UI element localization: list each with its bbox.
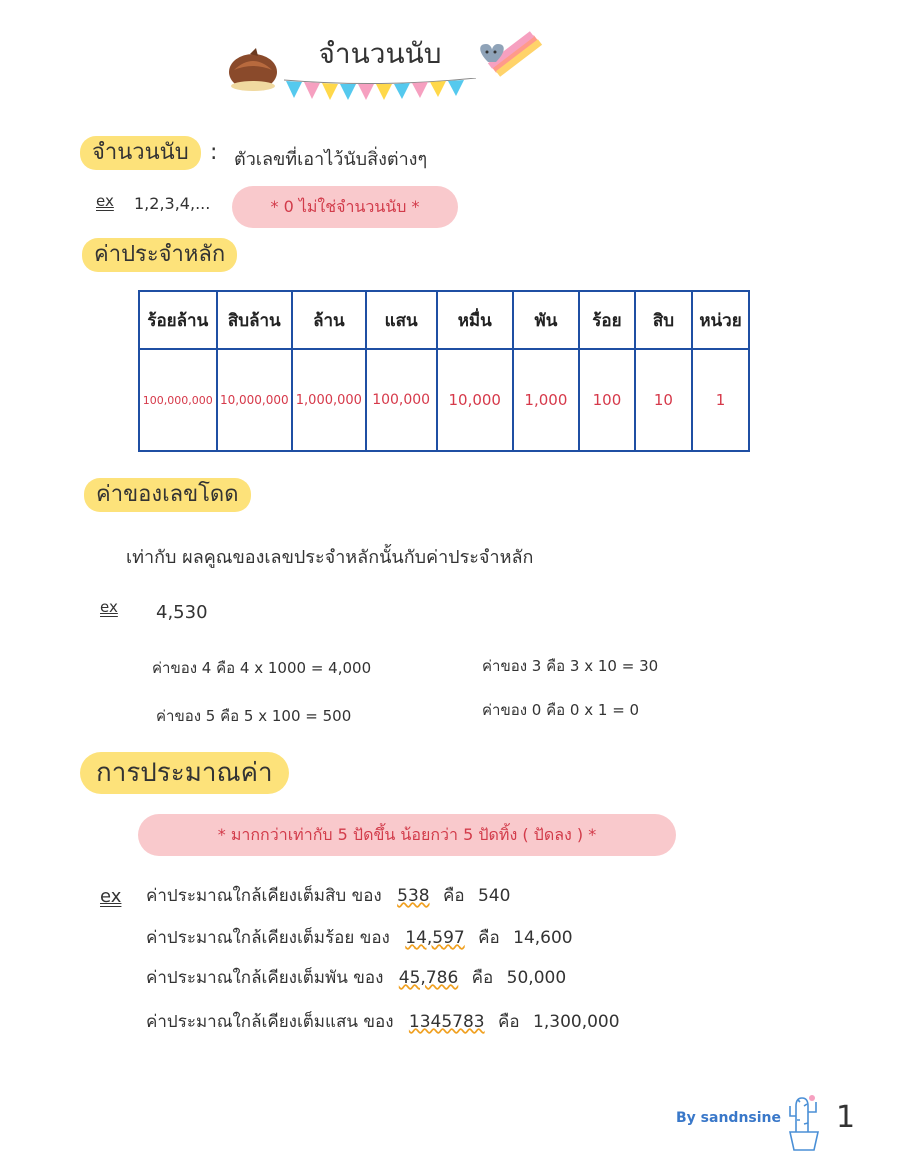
value-hundred-million: 100,000,000	[139, 349, 217, 451]
value-ten-million: 10,000,000	[217, 349, 293, 451]
header-hundred: ร้อย	[579, 291, 635, 349]
heading-place-value: ค่าประจำหลัก	[82, 238, 237, 272]
digit-value-definition: เท่ากับ ผลคูณของเลขประจำหลักนั้นกับค่าประจำหลัก	[126, 547, 534, 568]
example-label: ex	[96, 192, 114, 210]
header-hundred-thousand: แสน	[366, 291, 437, 349]
definition-colon: :	[210, 140, 218, 165]
estimation-keyword: คือ	[498, 1012, 520, 1032]
header-unit: หน่วย	[692, 291, 749, 349]
example-label: ex	[100, 886, 122, 907]
estimation-number: 538	[397, 886, 430, 906]
estimation-result: 50,000	[506, 968, 567, 988]
header-ten: สิบ	[635, 291, 692, 349]
author-byline: By sandnsine	[676, 1110, 781, 1126]
value-hundred-thousand: 100,000	[366, 349, 437, 451]
digit-value-row: ค่าของ 3 คือ 3 x 10 = 30	[482, 657, 659, 675]
value-ten: 10	[635, 349, 692, 451]
chestnut-icon	[226, 46, 280, 96]
estimation-keyword: คือ	[478, 928, 500, 948]
estimation-row	[146, 924, 573, 951]
estimation-result: 14,600	[513, 928, 573, 948]
place-value-table	[138, 290, 750, 452]
heading-digit-value: ค่าของเลขโดด	[84, 478, 251, 512]
heading-counting-numbers: จำนวนนับ	[80, 136, 201, 170]
example-label: ex	[100, 598, 118, 616]
value-unit: 1	[692, 349, 749, 451]
heart-rainbow-icon	[474, 30, 544, 92]
value-hundred: 100	[579, 349, 635, 451]
rounding-rule: * มากกว่าเท่ากับ 5 ปัดขึ้น น้อยกว่า 5 ปัดทิ้ง ( ปัดลง ) *	[138, 814, 676, 856]
counting-numbers-definition: ตัวเลขที่เอาไว้นับสิ่งต่างๆ	[234, 149, 428, 170]
header-thousand: พัน	[513, 291, 579, 349]
value-ten-thousand: 10,000	[437, 349, 513, 451]
estimation-result: 1,300,000	[533, 1012, 620, 1032]
estimation-row	[146, 882, 510, 909]
estimation-row	[146, 964, 566, 991]
estimation-text: ค่าประมาณใกล้เคียงเต็มร้อย ของ	[146, 928, 390, 948]
estimation-text: ค่าประมาณใกล้เคียงเต็มแสน ของ	[146, 1012, 394, 1032]
cactus-icon	[782, 1092, 828, 1156]
estimation-row	[146, 1008, 620, 1035]
heading-estimation: การประมาณค่า	[80, 752, 289, 794]
estimation-number: 14,597	[405, 928, 465, 948]
estimation-text: ค่าประมาณใกล้เคียงเต็มพัน ของ	[146, 968, 384, 988]
value-million: 1,000,000	[292, 349, 366, 451]
estimation-number: 45,786	[398, 968, 459, 988]
header-ten-thousand: หมื่น	[437, 291, 513, 349]
page-number: 1	[836, 1100, 856, 1135]
estimation-keyword: คือ	[471, 968, 494, 988]
zero-note: * 0 ไม่ใช่จำนวนนับ *	[232, 186, 458, 228]
header-hundred-million: ร้อยล้าน	[139, 291, 217, 349]
estimation-result: 540	[477, 886, 511, 906]
bunting-banner	[284, 78, 476, 106]
value-thousand: 1,000	[513, 349, 579, 451]
estimation-text: ค่าประมาณใกล้เคียงเต็มสิบ ของ	[146, 886, 382, 906]
digit-value-row: ค่าของ 4 คือ 4 x 1000 = 4,000	[152, 659, 372, 677]
header-million: ล้าน	[292, 291, 366, 349]
estimation-number: 1345783	[408, 1012, 485, 1032]
header-ten-million: สิบล้าน	[217, 291, 293, 349]
page-title: จำนวนนับ	[318, 37, 442, 70]
example-number: 4,530	[156, 602, 208, 623]
digit-value-row: ค่าของ 5 คือ 5 x 100 = 500	[156, 707, 352, 725]
estimation-keyword: คือ	[442, 886, 465, 906]
digit-value-row: ค่าของ 0 คือ 0 x 1 = 0	[482, 701, 640, 719]
counting-example: 1,2,3,4,...	[134, 194, 211, 213]
